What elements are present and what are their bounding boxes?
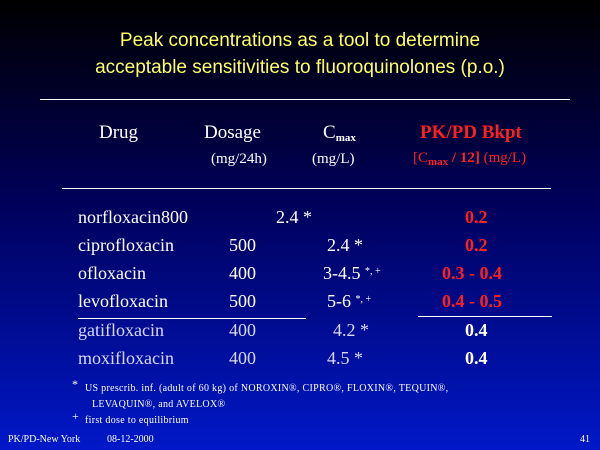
header-bkpt: PK/PD Bkpt [420,122,522,143]
table-row [78,207,188,228]
slide-title-line2: acceptable sensitivities to fluoroquinolones (p.o.) [95,57,505,78]
drug-cmax: 4.2 * [333,320,369,340]
drug-cmax: 5-6 *, + [327,291,372,311]
drug-name: ofloxacin [78,263,146,283]
header-dosage-unit: (mg/24h) [211,151,267,167]
footnote-plus-mark: + [72,409,79,423]
header-drug: Drug [99,122,139,143]
drug-bkpt: 0.2 [465,235,488,255]
row-divider-left [78,318,306,319]
row-divider-right [418,316,552,317]
header-cmax: $C_{max}$ [323,122,356,144]
footer-date: 08-12-2000 [107,434,154,445]
drug-cmax: 2.4 * [327,235,363,255]
drug-cmax: 3-4.5 *, + [323,263,381,283]
drug-dosage: 400 [229,348,256,368]
footer-left: PK/PD-New York [8,434,81,445]
title-divider [40,99,570,100]
drug-name: moxifloxacin [78,348,174,368]
header-cmax-unit: (mg/L) [312,151,355,167]
drug-name: gatifloxacin [78,320,164,340]
drug-bkpt: 0.2 [465,207,488,227]
drug-bkpt: 0.4 [465,320,488,340]
drug-bkpt: 0.3 - 0.4 [442,263,502,283]
drug-bkpt: 0.4 - 0.5 [442,291,502,311]
header-dosage: Dosage [204,122,261,143]
header-divider [62,188,551,189]
drug-name: levofloxacin [78,291,168,311]
footnote-star-mark: * [72,377,78,391]
footnote-star-line1: US prescrib. inf. (adult of 60 kg) of NOROXIN®, CIPRO®, FLOXIN®, TEQUIN®, [85,383,449,394]
drug-name: ciprofloxacin [78,235,174,255]
drug-dosage: 800 [160,207,188,227]
drug-bkpt: 0.4 [465,348,488,368]
header-bkpt-formula: $[C_{max} / 12]$ (mg/L) [413,150,527,168]
drug-dosage: 500 [229,235,256,255]
footnote-plus-text: first dose to equilibrium [85,415,189,426]
drug-cmax: 2.4 * [276,207,312,227]
page-number: 41 [580,434,590,445]
footnote-star-line2: LEVAQUIN®, and AVELOX® [92,399,226,410]
slide-title-line1: Peak concentrations as a tool to determine [119,30,481,51]
drug-dosage: 500 [229,291,256,311]
drug-name: norfloxacin [78,207,161,227]
drug-dosage: 400 [229,263,256,283]
drug-cmax: 4.5 * [327,348,363,368]
drug-dosage: 400 [229,320,256,340]
